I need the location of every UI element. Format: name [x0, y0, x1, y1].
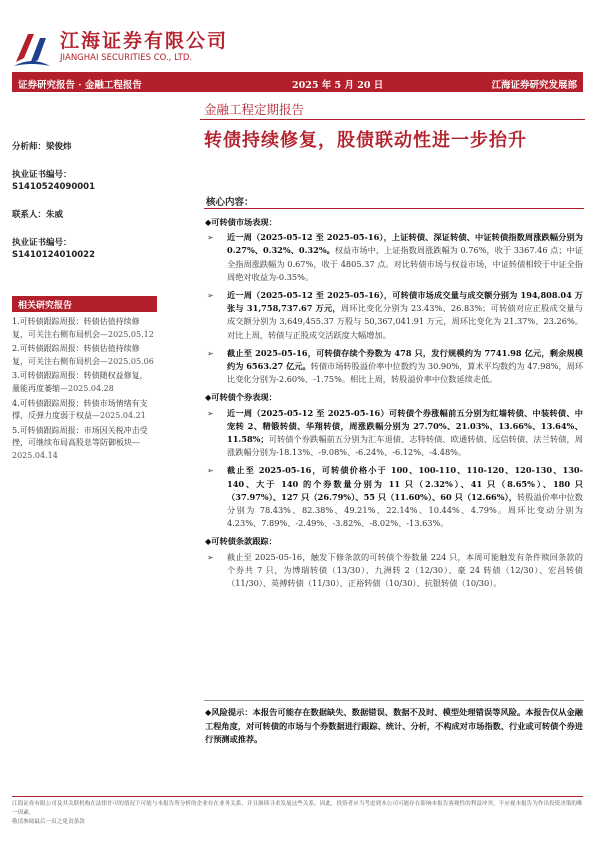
company-logo-icon	[12, 26, 52, 70]
cert-number: S1410124010022	[12, 250, 96, 260]
footer-disclaimer	[12, 800, 583, 827]
section-heading: ◆可转债市场表现：	[205, 217, 277, 227]
author-cert-block	[12, 168, 157, 192]
related-report-link[interactable]: 4.可转债跟踪周报：转债市场情绪有支撑，反弹力度弱于权益—2025.04.21	[12, 398, 148, 421]
cert-number: S1410524090001	[12, 182, 96, 192]
related-report-link[interactable]: 5.可转债跟踪周报：市场因关税冲击受挫，可继续布局高股息等防御板块—2025.04.14	[12, 425, 148, 460]
page-title: 转债持续修复，股债联动性进一步抬升	[204, 130, 527, 151]
cert-label: 执业证书编号：	[12, 170, 72, 180]
disclaimer-text: 江海证券有限公司及其关联机构在法律许可的情况下可能与本报告所分析的企业存在业务关系，并且继续寻求发展这些关系。因此，投资者应当考虑到本公司可能存在影响本报告客观性的利益冲突，不应视本报告为作出投资决策的唯一因素。	[12, 801, 583, 816]
related-research-heading: 相关研究报告	[12, 296, 157, 312]
arrow-bullet-icon: ➢	[207, 290, 214, 301]
title-divider	[200, 119, 585, 120]
arrow-bullet-icon: ➢	[207, 551, 214, 562]
summary-heading: 核心内容：	[206, 197, 254, 208]
bullet-paragraph: ➢ 近一周（2025-05-12 至 2025-05-16），上证转债、深证转债、中证转债指数周涨跌幅分别为 0.27%、0.32%、0.32%。权益市场中，上证指数周涨跌幅为 0.76%，收于 3367.46 点；中证全指周涨跌幅为 0.67%，收于 4805.37 点。对比转债市场与权益市场，中证转债相较于中证全指周绝对收益为-0.35%。	[207, 232, 583, 282]
report-date: 2025 年 5 月 20 日	[292, 80, 384, 91]
bullet-paragraph: ➢ 截止至 2025-05-16，可转债价格小于 100、100-110、110-120、120-130、130-140、大于 140 的个券数量分别为 11 只（2.32%）、41 只（8.65%）、180 只（37.97%）、127 只（26.79%）、55 只（11.60%）、60 只（12.66%），转股溢价率中位数分别为 78.43%、82.38%、49.21%、22.14%、10.44%、4.79%。周环比变动分别为 4.23%、7.89%、-2.49%、-3.82%、-8.02%、-13.63%。	[207, 465, 583, 529]
bullet-paragraph: ➢ 截止至 2025-05-16，触发下修条款的可转债个券数量 224 只，本周可能触发有条件赎回条款的个券共 7 只，为博瑞转债（13/30）、九洲转 2（12/30）、豪 24 转债（12/30）、宏昌转债（11/30）、英搏转债（11/30）、正裕转债（10/30）、抗银转债（10/30）。	[207, 551, 583, 589]
cert-label: 执业证书编号：	[12, 238, 72, 248]
company-name-en: JIANGHAI SECURITIES CO., LTD.	[60, 53, 193, 63]
summary-content	[205, 213, 583, 595]
related-report-link[interactable]: 2.可转债跟踪周报：转债估值持续修复，可关注右侧布局机会—2025.05.06	[12, 344, 154, 366]
report-category: 证券研究报告 · 金融工程报告	[18, 80, 142, 91]
section-heading: ◆可转债条款跟踪：	[205, 536, 277, 547]
summary-divider	[204, 208, 584, 209]
risk-warning: ◆风险提示：本报告可能存在数据缺失、数据错误、数据不及时、模型处理错误等风险。本报告仅从金融工程角度，对可转债的市场与个券数据进行跟踪、统计、分析，不构成对市场指数、行业或可转债个券进行预测或推荐。	[205, 707, 583, 744]
bullet-paragraph: ➢ 近一周（2025-05-12 至 2025-05-16）可转债个券涨幅前五分别为红墙转债、中装转债、中宠转 2、精锻转债、华翔转债，周涨跌幅分别为 27.70%、21.03%、13.66%、13.64%、11.58%；可转债个券跌幅前五分别为汇车退债、志特转债、欧通转债、远信转债、法兰转债，周涨跌幅分别为-18.13%、-9.08%、-6.24%、-6.12%、-4.48%。	[207, 407, 583, 458]
author-sidebar	[12, 140, 157, 276]
related-report-link[interactable]: 1.可转债跟踪周报：转债估值持续修复，可关注右侧布局机会—2025.05.12	[12, 317, 154, 339]
bullet-paragraph: ➢ 截止至 2025-05-16，可转债存续个券数为 478 只，发行规模约为 7741.98 亿元，剩余规模约为 6563.27 亿元。转债市场转股溢价率中位数约为 30.90%，算术平均数约为 47.98%，周环比变化分别为-2.60%、-1.75%。相比上周，转股溢价率中位数延续走低。	[207, 347, 584, 385]
contact-block	[12, 208, 157, 220]
related-report-link[interactable]: 3.可转债跟踪周报：转债随权益修复，量能再度萎缩—2025.04.28	[12, 371, 148, 393]
department-name: 江海证券研究发展部	[491, 80, 577, 91]
report-type: 金融工程定期报告	[204, 102, 305, 117]
related-research-list	[12, 316, 155, 465]
disclaimer-link[interactable]: 敬请参阅最后一页之免责条款	[12, 819, 85, 825]
arrow-bullet-icon: ➢	[207, 232, 214, 243]
risk-divider	[204, 700, 584, 701]
arrow-bullet-icon: ➢	[207, 347, 214, 358]
author-name: 分析师：梁俊炜	[12, 142, 72, 152]
company-name-cn: 江海证券有限公司	[60, 30, 229, 52]
header-bar	[12, 73, 583, 92]
author-block	[12, 140, 157, 152]
footer-divider	[12, 796, 583, 797]
contact-cert-block	[12, 236, 157, 260]
contact-name: 联系人：朱威	[12, 210, 64, 220]
bullet-paragraph: ➢ 近一周（2025-05-12 至 2025-05-16），可转债市场成交量与成交额分别为 194,808.04 万张与 31,758,737.67 万元，周环比变化分别为 23.43%、26.83%；可转债对应正股成交量与成交额分别为 3,649,455.37 万股与 50,367,041.91 万元，周环比变化为 21.37%、23.26%。对比上周，转债与正股成交活跃度大幅增加。	[207, 290, 583, 340]
arrow-bullet-icon: ➢	[207, 407, 214, 418]
section-heading: ◆可转债个券表现：	[205, 392, 277, 403]
arrow-bullet-icon: ➢	[207, 465, 214, 476]
